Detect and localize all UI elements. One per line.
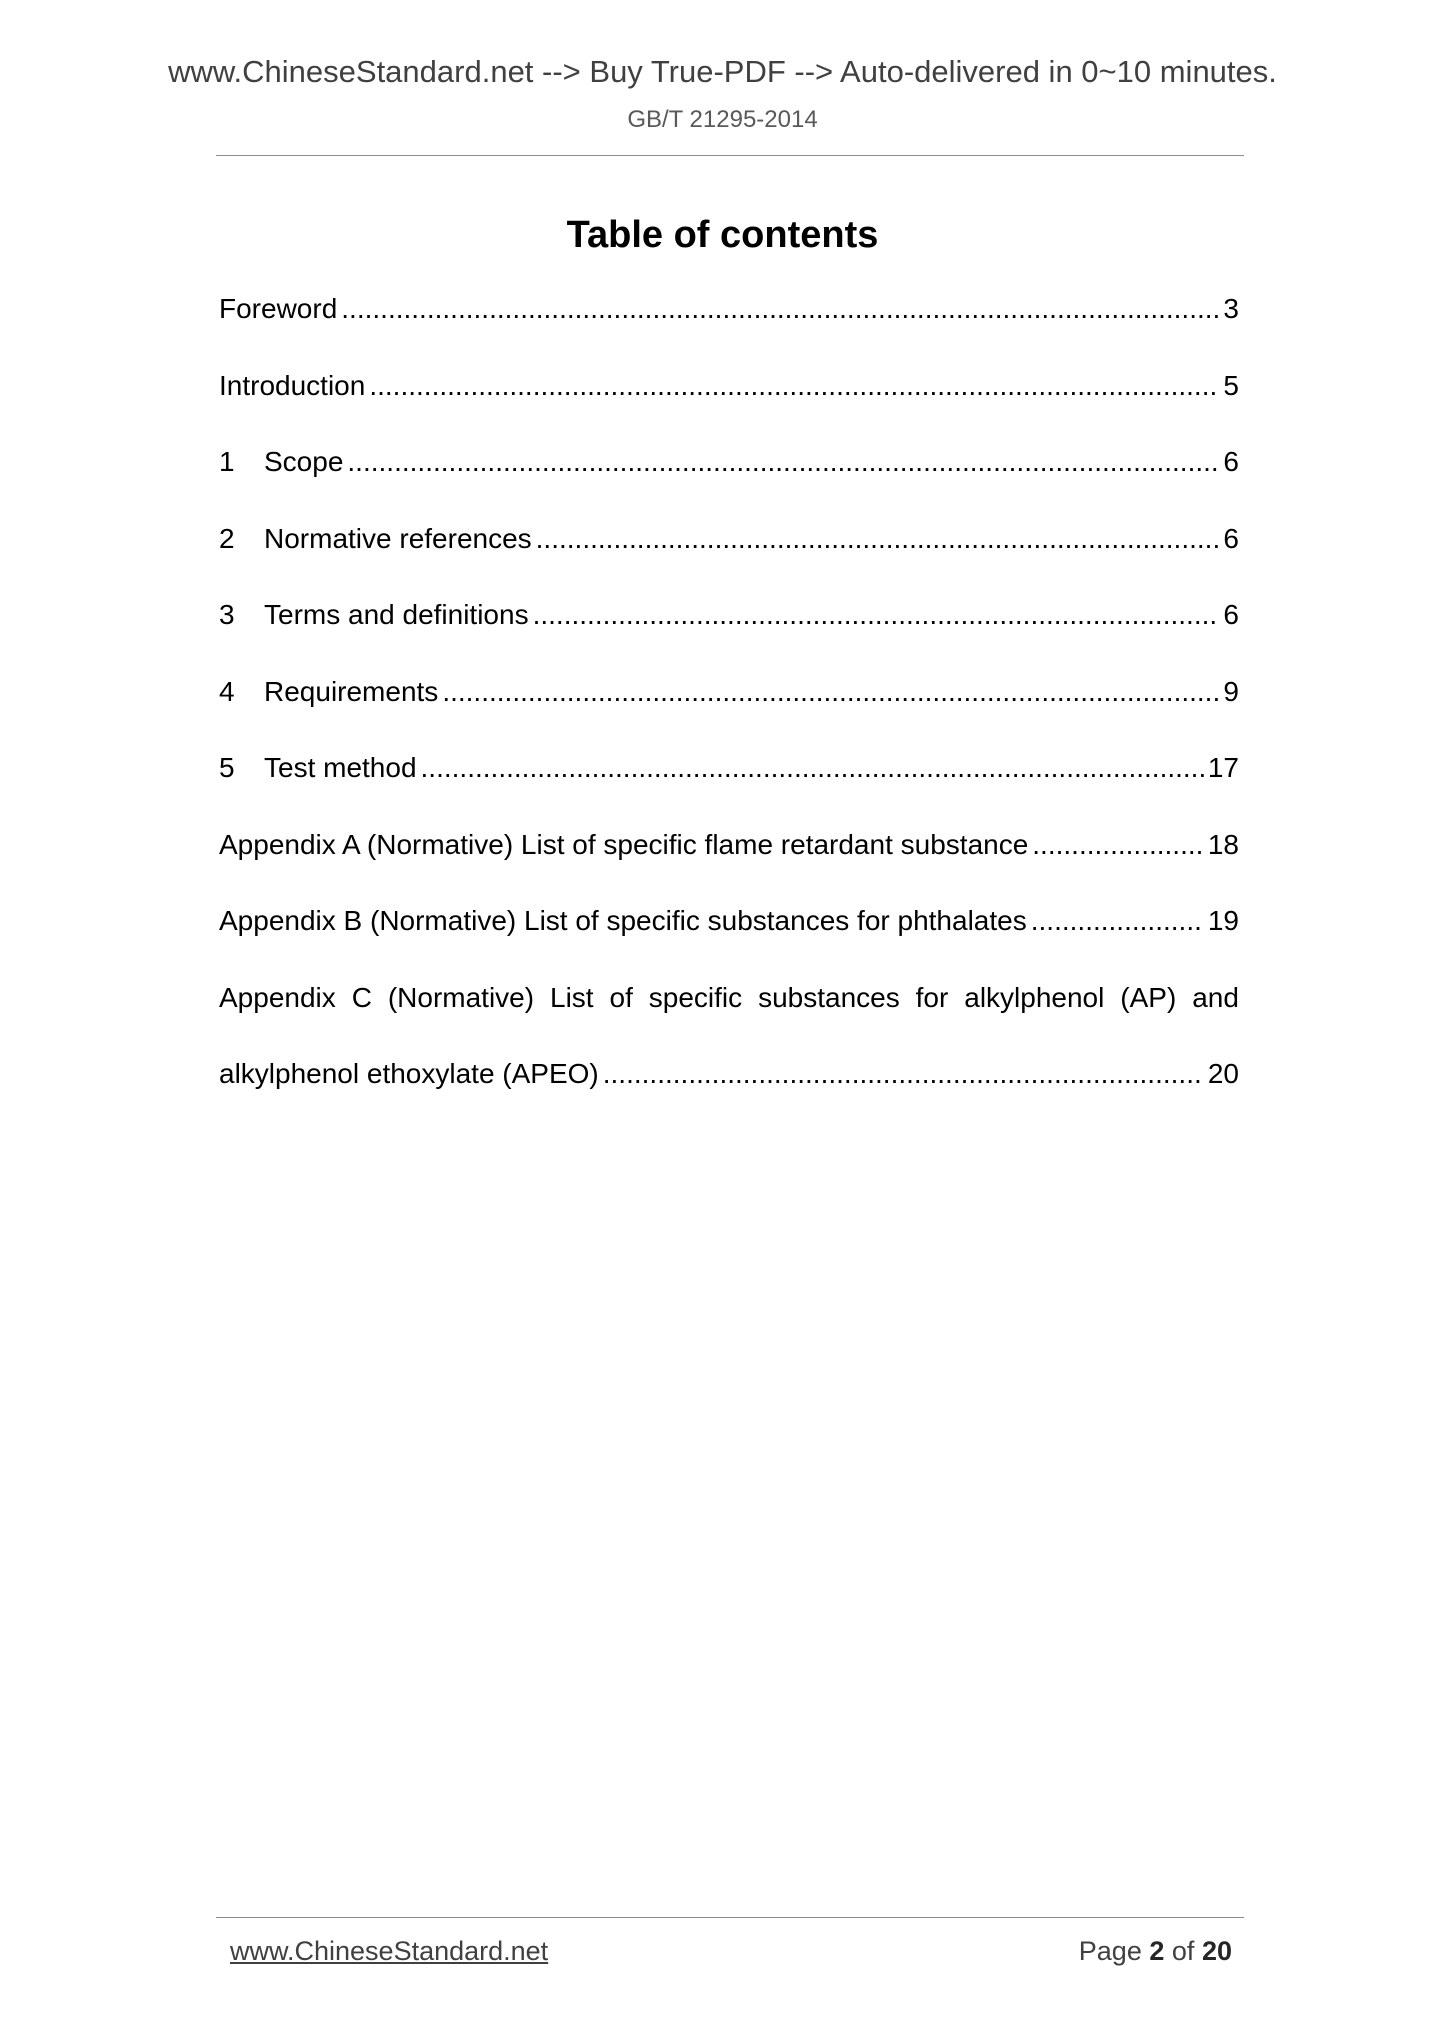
toc-entry-foreword[interactable]: [219, 292, 1239, 369]
toc-entry-number: 5: [219, 752, 235, 783]
toc-word: Appendix: [219, 981, 336, 1013]
toc-entry-appendix-a[interactable]: [219, 828, 1239, 905]
toc-entry-label: Foreword: [219, 293, 338, 324]
toc-entry-label: Appendix A (Normative) List of specific flame retardant substance: [219, 828, 1029, 860]
toc-entry-label: Terms and definitions: [264, 599, 529, 630]
toc-dot-leader: [369, 369, 1219, 403]
toc-word: (AP): [1120, 981, 1177, 1013]
toc-word: and: [1192, 981, 1239, 1013]
toc-entry-page: 5: [1223, 369, 1239, 401]
toc-entry-page: 18: [1207, 828, 1239, 860]
toc-word: C: [351, 981, 372, 1013]
toc-entry-label: Normative references: [264, 522, 532, 554]
top-banner[interactable]: www.ChineseStandard.net --> Buy True-PDF --> Auto-delivered in 0~10 minutes.: [168, 54, 1277, 89]
toc-entry-page: 9: [1223, 675, 1239, 707]
toc-entry-label: alkylphenol ethoxylate (APEO): [219, 1058, 599, 1089]
toc-dot-leader: [603, 1057, 1204, 1091]
toc-entry-number: 1: [219, 446, 235, 477]
toc-entry-page: 19: [1207, 905, 1239, 936]
toc-dot-leader: [1032, 828, 1204, 862]
toc-dot-leader: [536, 522, 1220, 556]
toc-word: for: [915, 981, 949, 1013]
toc-entry-number: 3: [219, 599, 235, 630]
toc-entry-terms-definitions[interactable]: [219, 598, 1239, 675]
toc-word: specific: [648, 981, 743, 1013]
toc-title: Table of contents: [566, 214, 879, 256]
toc-entry-scope[interactable]: [219, 445, 1239, 522]
toc-dot-leader: [442, 675, 1219, 709]
toc-entry-appendix-c-line1[interactable]: [219, 981, 1239, 1058]
toc-entry-page: 3: [1223, 293, 1239, 324]
toc-entry-page: 20: [1207, 1058, 1239, 1089]
toc-word: (Normative): [387, 981, 535, 1013]
toc-dot-leader: [421, 751, 1204, 785]
footer-page-number: [1079, 1938, 1232, 1965]
toc-entry-appendix-b[interactable]: [219, 904, 1239, 981]
toc-entry-appendix-c-line2[interactable]: [219, 1057, 1239, 1134]
footer-page-current: 2: [1149, 1936, 1165, 1966]
toc-entry-number: 4: [219, 675, 235, 707]
toc-word: alkylphenol: [964, 981, 1105, 1013]
toc-entry-number: 2: [219, 522, 235, 554]
toc-entry-introduction[interactable]: [219, 369, 1239, 446]
footer-page-total: 20: [1201, 1936, 1232, 1966]
footer-page-of: of: [1171, 1936, 1195, 1966]
toc-word: of: [609, 981, 633, 1013]
toc-entry-page: 6: [1223, 522, 1239, 554]
document-code: GB/T 21295-2014: [627, 106, 818, 133]
footer-divider: [216, 1917, 1244, 1918]
toc-entry-label: Appendix B (Normative) List of specific substances for phthalates: [219, 905, 1027, 936]
footer-page-prefix: Page: [1078, 1936, 1142, 1966]
toc-word: substances: [758, 981, 900, 1013]
toc-entry-page: 17: [1207, 752, 1239, 783]
toc-entry-normative-references[interactable]: [219, 522, 1239, 599]
toc-dot-leader: [347, 445, 1219, 479]
toc-dot-leader: [533, 598, 1220, 632]
toc-entry-page: 6: [1223, 599, 1239, 630]
footer-website-link[interactable]: www.ChineseStandard.net: [230, 1936, 549, 1966]
toc-dot-leader: [1031, 904, 1204, 938]
toc-entry-requirements[interactable]: [219, 675, 1239, 752]
toc-entry-label: Introduction: [219, 369, 366, 401]
header-divider: [216, 155, 1244, 156]
toc-entry-label: Scope: [264, 446, 344, 477]
toc-dot-leader: [341, 292, 1219, 326]
table-of-contents: [219, 292, 1239, 1134]
toc-entry-label: Requirements: [264, 675, 439, 707]
toc-word: List: [550, 981, 594, 1013]
toc-entry-test-method[interactable]: [219, 751, 1239, 828]
toc-entry-page: 6: [1223, 446, 1239, 477]
toc-entry-label: Test method: [264, 752, 417, 783]
